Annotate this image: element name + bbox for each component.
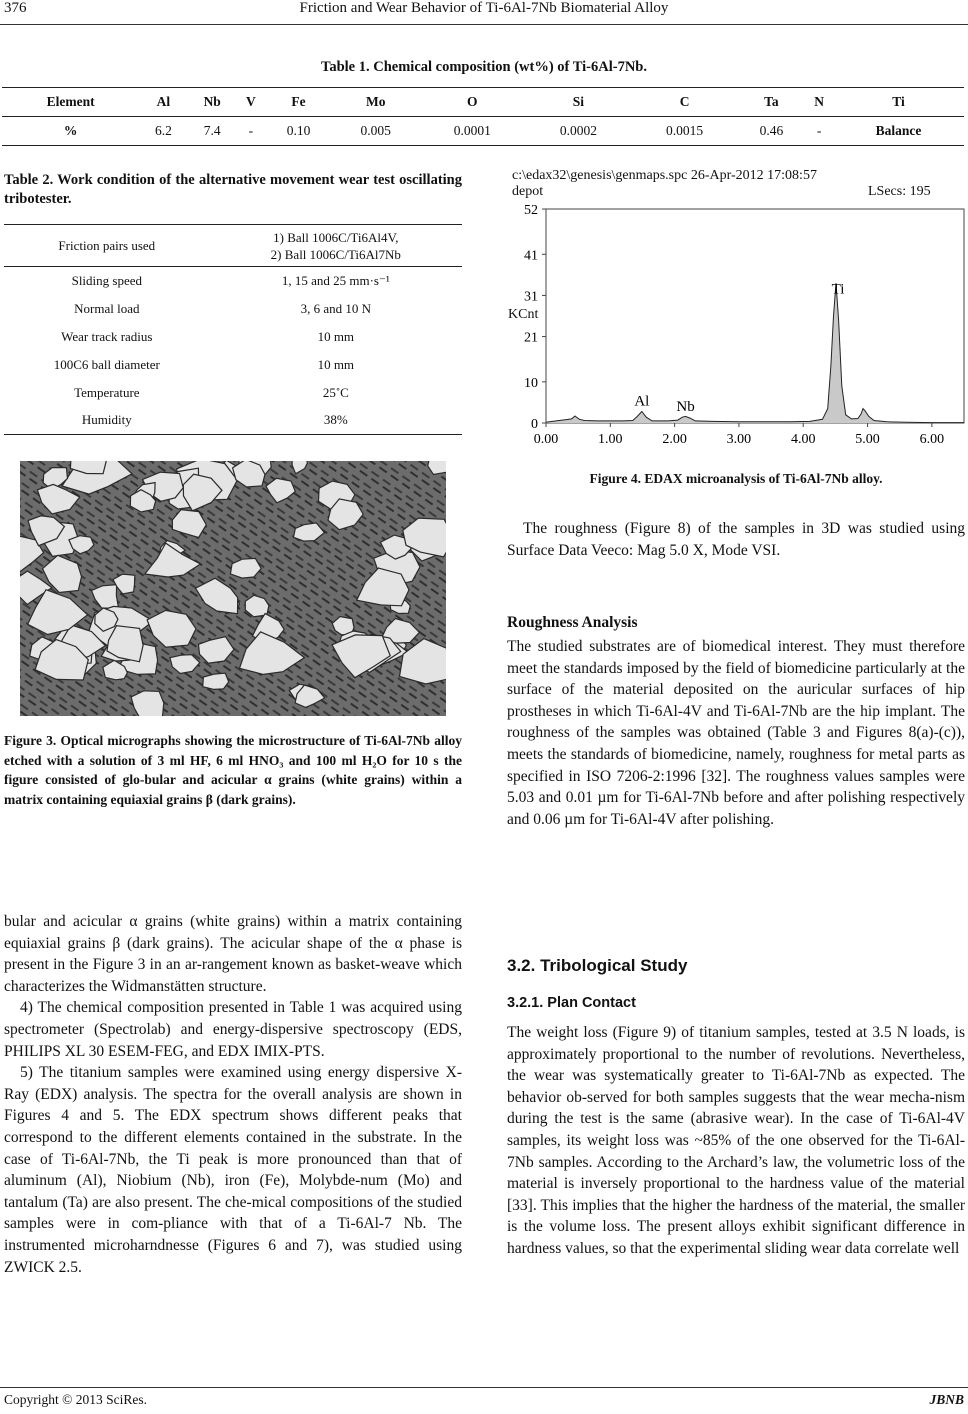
table1-cell: 0.0015 xyxy=(631,117,737,146)
table2-row-value: 38% xyxy=(210,407,462,435)
table1-header-cell: Nb xyxy=(188,88,237,117)
chart-ticks xyxy=(524,203,944,447)
table1-cell: - xyxy=(805,117,833,146)
composition-table xyxy=(2,87,964,146)
paragraph: The studied substrates are of biomedical interest. They must therefore meet the standards imposed by the field of biomedicine particularly at the surface of the material deposited on the auricular surfaces of hip prostheses in which Ti-6Al-4V and Ti-6Al-7Nb are the hip implant. The roughness of the samples was obtained (Table 3 and Figures 8(a)-(c)), meets the standards of biomedicine, namely, roughness for metal parts as specified in ISO 7206-2:1996 [32]. The roughness values samples were 5.03 and 0.01 µm for Ti-6Al-7Nb before and after polishing respectively and 0.06 µm for Ti-6Al-4V after polishing. xyxy=(507,638,965,828)
table1-cell: 0.10 xyxy=(265,117,333,146)
micrograph-image xyxy=(20,461,446,716)
page-number: 376 xyxy=(4,0,27,16)
table2-row xyxy=(4,379,462,407)
peak-label: Nb xyxy=(676,399,695,416)
x-tick-label: 6.00 xyxy=(919,432,945,447)
table2-row-label: 100C6 ball diameter xyxy=(53,356,160,372)
table1-header-cell: O xyxy=(419,88,525,117)
chart-grid xyxy=(546,209,964,423)
table2-caption: Table 2. Work condition of the alternative movement wear test oscillating tribotester. xyxy=(4,172,462,207)
spectrum-area xyxy=(546,283,964,423)
table1-cell: 0.005 xyxy=(332,117,419,146)
table1-header-cell: Element xyxy=(2,88,139,117)
table2-header-label: Friction pairs used xyxy=(4,225,210,267)
table1-header-cell: Mo xyxy=(332,88,419,117)
table1-cell: % xyxy=(2,117,139,146)
figure3-caption: Figure 3. Optical micrographs showing the microstructure of Ti-6Al-7Nb alloy etched with a solution of 3 ml HF, 6 ml HNO₃ and 100 ml H₂O for 10 s the figure consisted of glo-bular and acicular α grains (white grains) within a matrix containing equiaxial grains β (dark grains). xyxy=(4,733,462,807)
table1-caption: Table 1. Chemical composition (wt%) of Ti-6Al-7Nb. xyxy=(321,59,647,75)
peak-label: Al xyxy=(634,393,650,410)
table2-row-value: 3, 6 and 10 N xyxy=(300,300,372,316)
table2-row-value: 10 mm xyxy=(317,356,355,372)
table1-header-cell: Si xyxy=(525,88,631,117)
y-tick-label: 0 xyxy=(531,417,538,432)
table2-row-value: 1, 15 and 25 mm·s⁻¹ xyxy=(281,272,390,288)
spectrum-line xyxy=(546,283,964,423)
x-tick-label: 0.00 xyxy=(533,432,559,447)
table1-header-cell: Fe xyxy=(265,88,333,117)
table2-row xyxy=(4,323,462,351)
table1-cell: 6.2 xyxy=(139,117,187,146)
table1-cell: 0.0001 xyxy=(419,117,525,146)
table1-header-cell: N xyxy=(805,88,833,117)
peak-annotations xyxy=(634,282,844,416)
footer-rule xyxy=(0,1387,968,1388)
table2-row-label: Normal load xyxy=(74,300,140,316)
table2-row xyxy=(4,267,462,295)
y-tick-label: 52 xyxy=(524,203,538,218)
table2-row-label: Temperature xyxy=(74,384,140,400)
paragraph: 5) The titanium samples were examined using energy dispersive X-Ray (EDX) analysis. The spectra for the overall analysis are shown in Figures 4 and 5. The EDX spectrum shows different peaks that correspond to the different elements contained in the substrate. In the case of Ti-6Al-7Nb, the Ti peak is more pronounced than that of aluminum (Al), Niobium (Nb), iron (Fe), Molybde-num (Mo) and tantalum (Ta) are also present. The che-mical compositions of the studied samples were in com-pliance with that of a Ti-6Al-7 Nb. The instrumented microharndnesse (Figures 6 and 7), was studied using ZWICK 2.5. xyxy=(4,1064,462,1276)
table1-header-cell: C xyxy=(631,88,737,117)
spectrum-sample-label: depot xyxy=(512,184,544,199)
y-tick-label: 41 xyxy=(524,248,538,264)
table2-row xyxy=(4,351,462,379)
plot-frame xyxy=(546,209,964,423)
table2-row-label: Sliding speed xyxy=(71,272,143,288)
figure4-caption: Figure 4. EDAX microanalysis of Ti-6Al-7Nb alloy. xyxy=(589,471,883,486)
spectrum-live-seconds: LSecs: 195 xyxy=(868,184,931,199)
x-tick-label: 2.00 xyxy=(662,432,687,447)
right-column-intro xyxy=(507,518,965,561)
table1-header-row xyxy=(2,88,964,117)
table1-cell: Balance xyxy=(833,117,964,146)
x-tick-label: 3.00 xyxy=(726,432,752,447)
y-axis-label: KCnt xyxy=(508,307,539,322)
table2-header-row xyxy=(4,225,462,267)
table1-header-cell: Ta xyxy=(738,88,806,117)
subsection-heading: 3.2.1. Plan Contact xyxy=(507,995,636,1011)
table2-header-value xyxy=(210,225,462,267)
paragraph: 4) The chemical composition presented in Table 1 was acquired using spectrometer (Spectrolab) and energy-dispersive spectroscopy (EDS, PHILIPS XL 30 ESEM-FEG, and EDX IMIX-PTS. xyxy=(4,999,462,1060)
table1-cell: - xyxy=(237,117,265,146)
running-title: Friction and Wear Behavior of Ti-6Al-7Nb Biomaterial Alloy xyxy=(299,0,669,16)
spectrum-file-header: c:\edax32\genesis\genmaps.spc 26-Apr-2012 17:08:57 xyxy=(512,168,817,183)
header-rule xyxy=(0,24,968,25)
table2-row xyxy=(4,407,462,435)
x-tick-label: 4.00 xyxy=(790,432,816,447)
journal-abbreviation: JBNB xyxy=(929,1392,964,1407)
table2-row xyxy=(4,295,462,323)
section-heading: 3.2. Tribological Study xyxy=(507,956,688,975)
paragraph: bular and acicular α grains (white grains) within a matrix containing equiaxial grains β (dark grains). The acicular shape of the α phase is present in the Figure 3 in an ar-rangement known as basket-weave which characterizes the Widmanstätten structure. xyxy=(4,913,462,995)
table1-value-row xyxy=(2,117,964,146)
plan-contact-text xyxy=(507,1022,965,1260)
friction-pair-2: 2) Ball 1006C/Ti6Al7Nb xyxy=(270,246,401,262)
table1-cell: 0.0002 xyxy=(525,117,631,146)
roughness-analysis-heading: Roughness Analysis xyxy=(507,614,638,631)
paragraph: The weight loss (Figure 9) of titanium samples, tested at 3.5 N loads, is approximately proportional to the number of revolutions. Nevertheless, the wear was systematically greater to Ti-6Al-7Nb as expected. The behavior ob-served for both samples suggests that the wear mecha-nism during the test is the same (abrasive wear). In the case of Ti-6Al-4V samples, its weight loss was ~85% of the one observed for the Ti-6Al-7Nb samples. According to the Archard’s law, the volumetric loss of the material is inversely proportional to the hardness value of the material [33]. This implies that the higher the hardness of the material, the smaller is the volume loss. The present alloys exhibit significant difference in hardness values, so that the experimental sliding wear data correlate well xyxy=(507,1024,965,1257)
table2-row-value: 10 mm xyxy=(317,328,355,344)
y-tick-label: 31 xyxy=(524,289,538,305)
work-condition-table xyxy=(4,224,462,435)
edax-spectrum-chart xyxy=(508,165,968,455)
x-tick-label: 1.00 xyxy=(598,432,623,447)
table2-row-label: Wear track radius xyxy=(61,328,153,344)
y-tick-label: 10 xyxy=(524,375,538,391)
page-header xyxy=(0,0,968,24)
copyright-notice: Copyright © 2013 SciRes. xyxy=(4,1392,148,1407)
table1-header-cell: V xyxy=(237,88,265,117)
peak-label: Ti xyxy=(831,281,845,298)
paragraph: The roughness (Figure 8) of the samples in 3D was studied using Surface Data Veeco: Mag 5.0 X, Mode VSI. xyxy=(507,520,965,559)
x-tick-label: 5.00 xyxy=(855,432,880,447)
alpha-grain xyxy=(131,691,164,716)
table1-cell: 7.4 xyxy=(188,117,237,146)
roughness-text xyxy=(507,636,965,830)
left-column-text xyxy=(4,911,462,1278)
table2-row-label: Humidity xyxy=(4,407,210,435)
micrograph-svg xyxy=(20,461,446,716)
table1-cell: 0.46 xyxy=(738,117,806,146)
friction-pair-1: 1) Ball 1006C/Ti6Al4V, xyxy=(273,229,399,245)
table1-header-cell: Ti xyxy=(833,88,964,117)
y-tick-label: 21 xyxy=(524,330,538,346)
alpha-grain xyxy=(203,673,229,689)
table1-header-cell: Al xyxy=(139,88,187,117)
table2-row-value: 25˚C xyxy=(322,384,349,400)
